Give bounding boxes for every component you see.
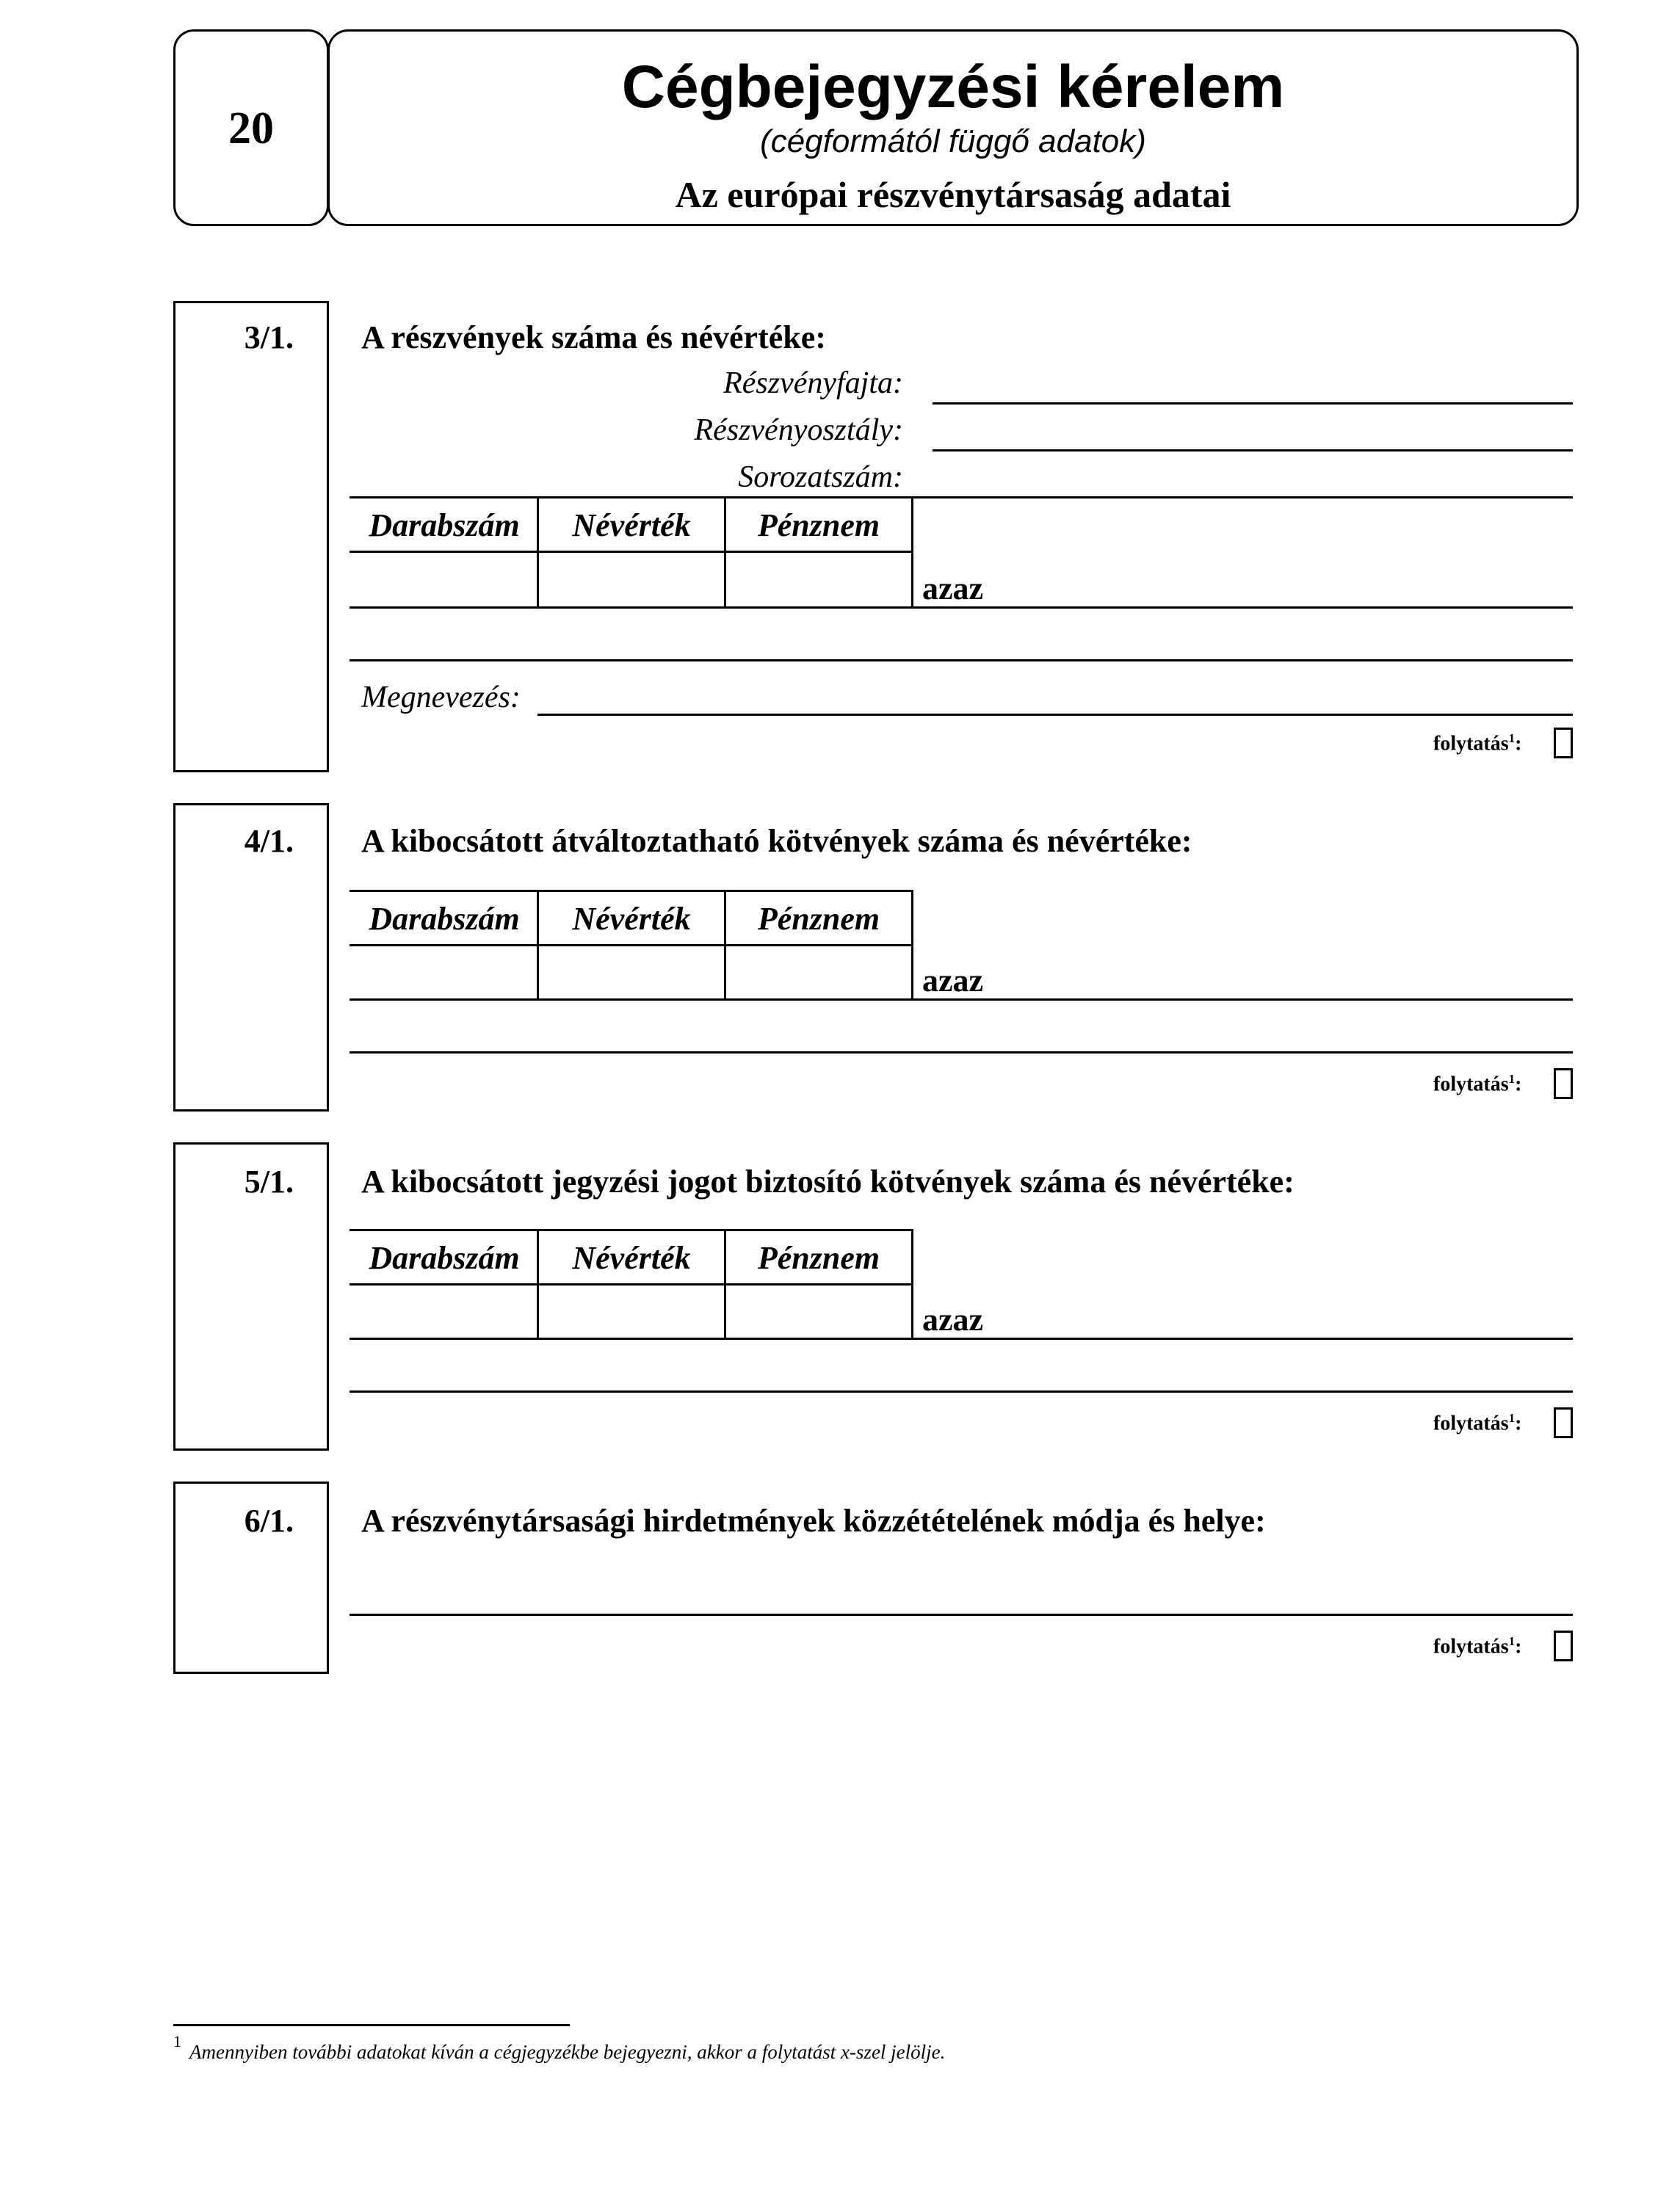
- col-header-currency: Pénznem: [757, 507, 880, 543]
- section-3-1-question: A részvények száma és névértéke:: [361, 319, 826, 355]
- section-6-1-question: A részvénytársasági hirdetmények közzétételének módja és helye:: [361, 1503, 1266, 1539]
- name-field[interactable]: [537, 714, 1573, 716]
- footnote-separator: [173, 2024, 570, 2026]
- azaz-label: azaz: [922, 1302, 984, 1338]
- nominal-value-input[interactable]: [540, 1288, 723, 1338]
- page-title: Cégbejegyzési kérelem: [621, 54, 1285, 120]
- section-5-1-question: A kibocsátott jegyzési jogot biztosító kötvények száma és névértéke:: [361, 1164, 1295, 1200]
- continuation-label: folytatás$^1$:: [1433, 1411, 1522, 1435]
- continuation-checkbox[interactable]: [1554, 1631, 1573, 1661]
- col-header-nominal-value: Névérték: [572, 901, 691, 937]
- col-header-currency: Pénznem: [757, 1240, 880, 1276]
- announcement-field[interactable]: [350, 1614, 1573, 1616]
- amount-in-words-field[interactable]: [350, 606, 1573, 609]
- continuation-checkbox[interactable]: [1554, 1068, 1573, 1099]
- section-4-1-question: A kibocsátott átváltoztatható kötvények száma és névértéke:: [361, 823, 1192, 859]
- col-header-currency: Pénznem: [757, 901, 880, 937]
- share-type-label: Részvényfajta:: [723, 366, 903, 400]
- section-6-1-number: 6/1.: [244, 1503, 294, 1539]
- continuation-checkbox[interactable]: [1554, 728, 1573, 758]
- share-type-field[interactable]: [933, 402, 1573, 405]
- extra-line-field[interactable]: [350, 1051, 1573, 1054]
- nominal-value-input[interactable]: [540, 949, 723, 998]
- amount-in-words-field[interactable]: [350, 1338, 1573, 1340]
- section-5-1-number: 5/1.: [244, 1164, 294, 1200]
- col-header-nominal-value: Névérték: [572, 1240, 691, 1276]
- footnote-number: 1: [173, 2032, 181, 2050]
- extra-line-field[interactable]: [350, 1390, 1573, 1393]
- share-class-field[interactable]: [933, 449, 1573, 452]
- form-number: 20: [228, 104, 274, 153]
- nominal-value-input[interactable]: [540, 555, 723, 606]
- section-4-1-number: 4/1.: [244, 823, 294, 859]
- section-3-1-table-top: [350, 496, 1573, 498]
- share-class-label: Részvényosztály:: [694, 413, 903, 447]
- currency-input[interactable]: [727, 949, 910, 998]
- footnote-text: Amennyiben további adatokat kíván a cégjegyzékbe bejegyezni, akkor a folytatást x-szel jelölje.: [189, 2041, 946, 2063]
- table-header-rule: [350, 944, 913, 946]
- serial-number-label: Sorozatszám:: [738, 460, 903, 494]
- section-3-1-number: 3/1.: [244, 319, 294, 355]
- continuation-label: folytatás$^1$:: [1433, 731, 1522, 755]
- quantity-input[interactable]: [352, 555, 536, 606]
- section-3-1-margin-box: [173, 301, 329, 772]
- continuation-label: folytatás$^1$:: [1433, 1072, 1522, 1096]
- quantity-input[interactable]: [352, 1288, 536, 1338]
- col-header-quantity: Darabszám: [369, 1240, 520, 1276]
- quantity-input[interactable]: [352, 949, 536, 998]
- page-subtitle: (cégformától függő adatok): [760, 123, 1146, 159]
- table-header-rule: [350, 551, 913, 553]
- currency-input[interactable]: [727, 1288, 910, 1338]
- amount-in-words-field[interactable]: [350, 998, 1573, 1001]
- col-header-nominal-value: Névérték: [572, 507, 691, 543]
- azaz-label: azaz: [922, 962, 984, 998]
- continuation-checkbox[interactable]: [1554, 1407, 1573, 1438]
- continuation-label: folytatás$^1$:: [1433, 1634, 1522, 1658]
- extra-line-field[interactable]: [350, 659, 1573, 661]
- table-header-rule: [350, 1283, 913, 1286]
- name-label: Megnevezés:: [361, 681, 521, 714]
- section-5-1-table-top: [350, 1229, 913, 1231]
- currency-input[interactable]: [727, 555, 910, 606]
- azaz-label: azaz: [922, 570, 984, 606]
- section-4-1-table-top: [350, 890, 913, 892]
- col-header-quantity: Darabszám: [369, 507, 520, 543]
- page-section-title: Az európai részvénytársaság adatai: [675, 174, 1231, 215]
- col-header-quantity: Darabszám: [369, 901, 520, 937]
